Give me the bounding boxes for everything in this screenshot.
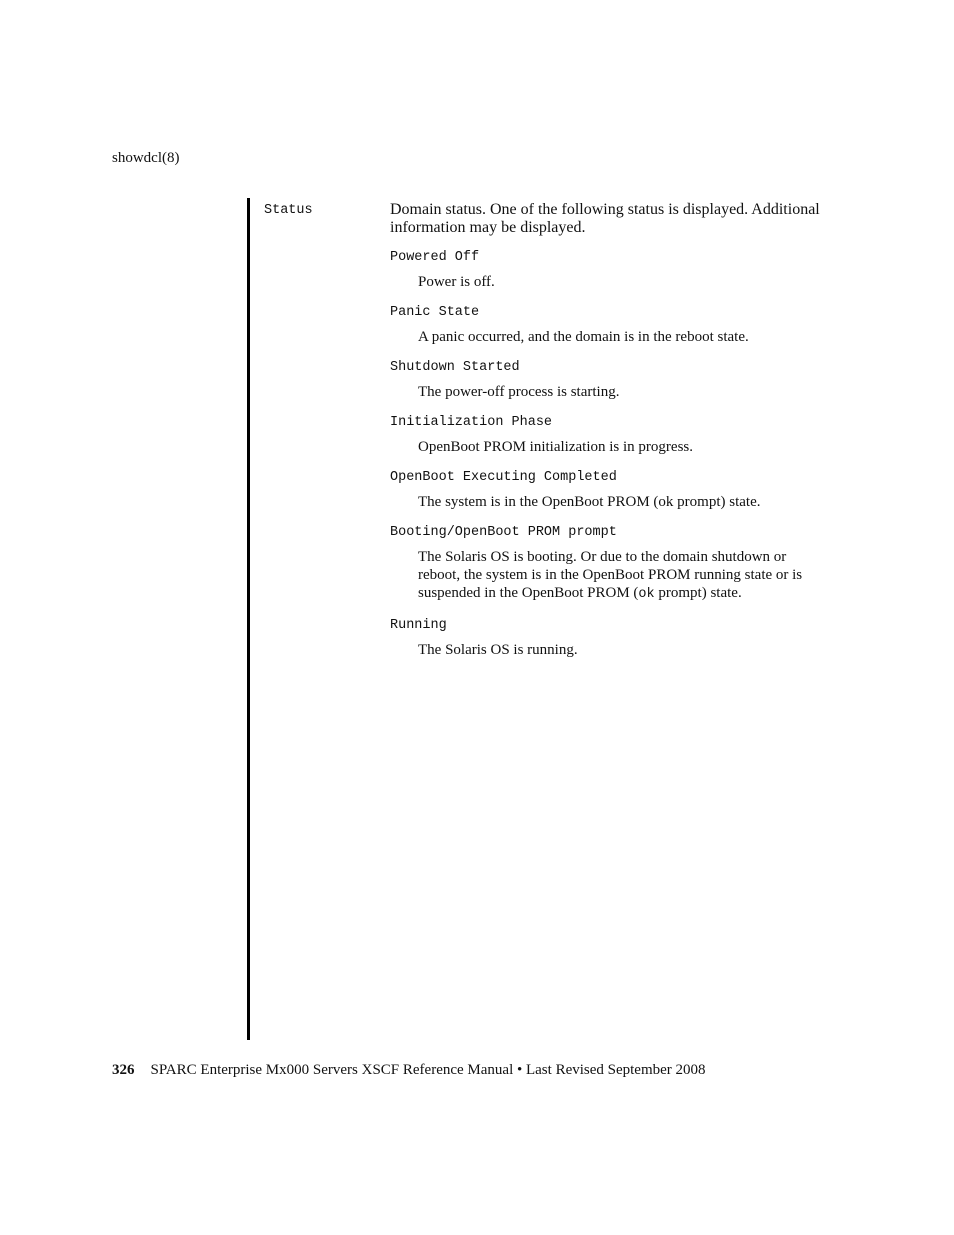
status-desc-shutdown-started: The power-off process is starting. [418,384,620,400]
status-name-booting-openboot-prom-prompt: Booting/OpenBoot PROM prompt [390,525,617,540]
desc-text-after: prompt) state. [654,585,742,601]
option-definition [390,201,830,672]
status-name-shutdown-started: Shutdown Started [390,360,520,375]
status-desc-initialization-phase: OpenBoot PROM initialization is in progress. [418,439,693,455]
status-desc-running: The Solaris OS is running. [418,642,578,658]
ok-code: ok [638,587,655,602]
change-bar [247,198,250,1040]
running-header: showdcl(8) [112,150,180,166]
status-desc-panic-state: A panic occurred, and the domain is in the reboot state. [418,329,749,345]
status-desc-booting-openboot-prom-prompt [418,548,820,604]
definition-lead: Domain status. One of the following status is displayed. Additional information may be displayed. [390,201,820,236]
footer-text: SPARC Enterprise Mx000 Servers XSCF Reference Manual • Last Revised September 2008 [150,1062,706,1078]
status-name-powered-off: Powered Off [390,250,480,265]
option-term: Status [264,203,313,218]
status-name-panic-state: Panic State [390,305,480,320]
status-name-initialization-phase: Initialization Phase [390,415,553,430]
status-desc-powered-off: Power is off. [418,274,495,290]
page-footer [112,1061,706,1079]
page-number: 326 [112,1062,135,1078]
status-name-openboot-executing-completed: OpenBoot Executing Completed [390,470,617,485]
status-desc-openboot-executing-completed: The system is in the OpenBoot PROM (ok prompt) state. [418,494,761,510]
desc-text-before: The Solaris OS is booting. Or due to the domain shutdown or reboot, the system is in the OpenBoot PROM running state or is suspended in the OpenBoot PROM ( [418,549,803,601]
status-name-running: Running [390,618,447,633]
